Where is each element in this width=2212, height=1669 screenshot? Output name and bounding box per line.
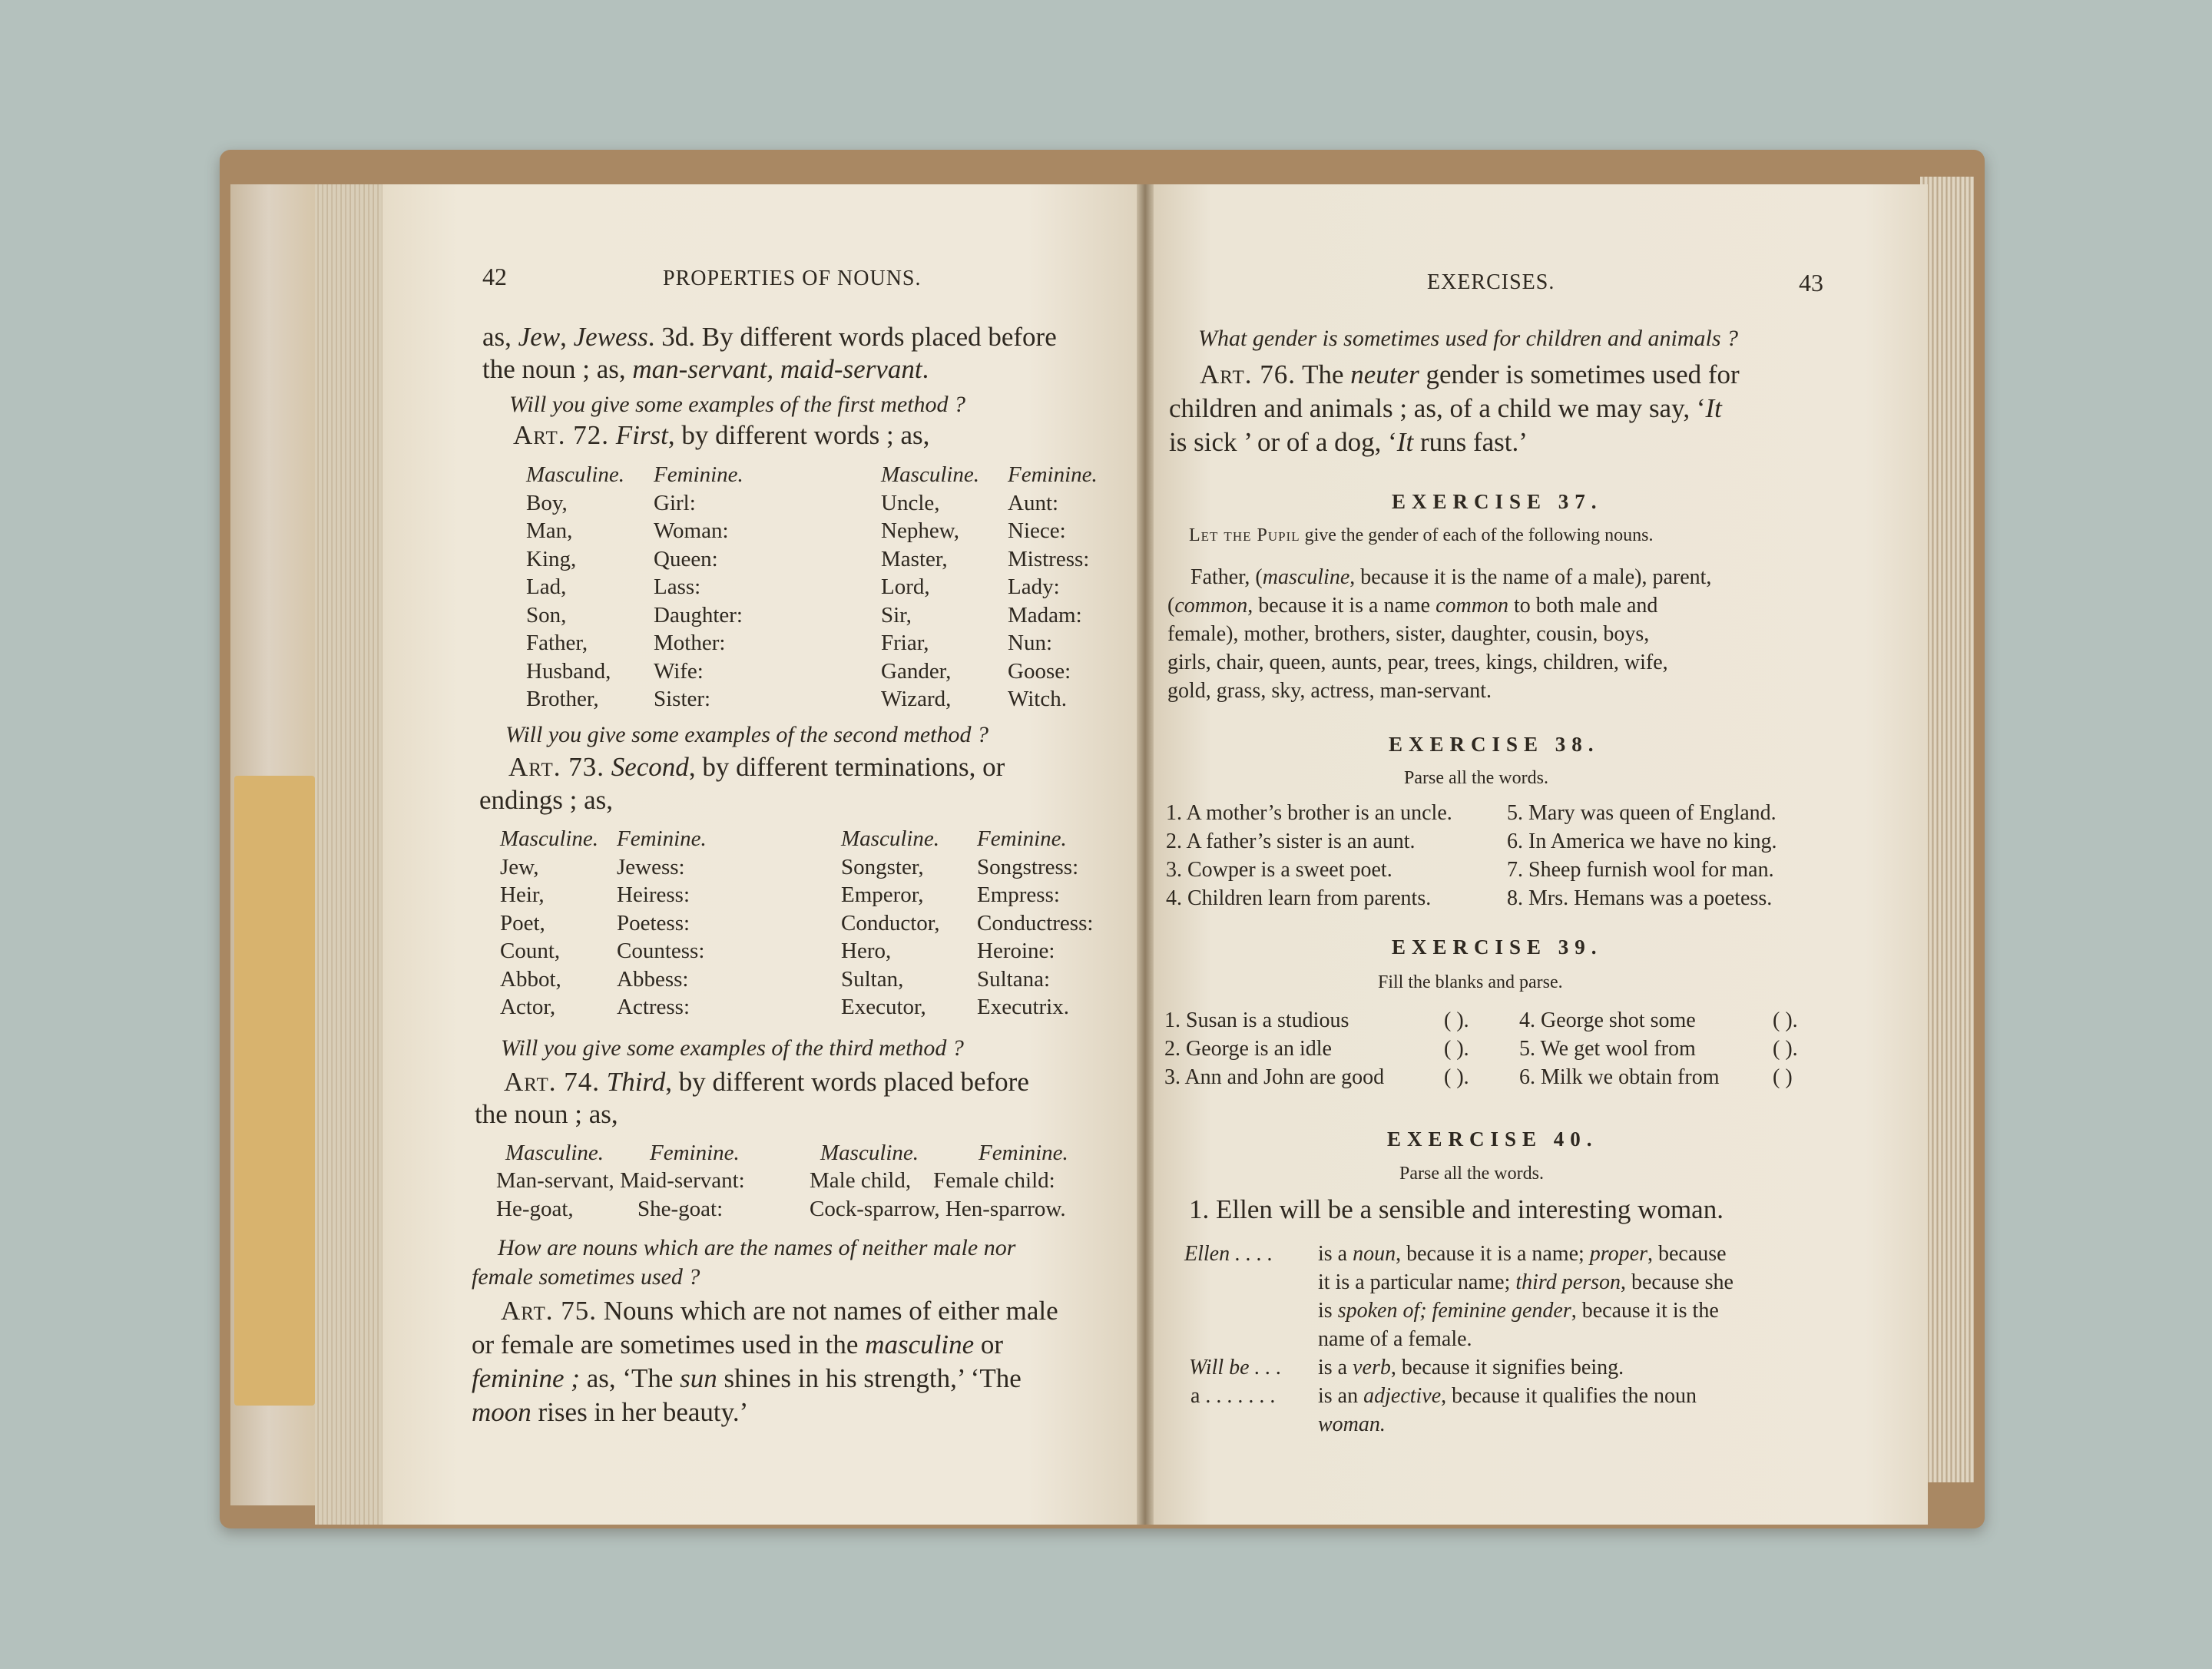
table3-row-1-right: Male child, Female child: (810, 1168, 1055, 1193)
running-head-right: EXERCISES. (1427, 270, 1555, 294)
running-head-left: PROPERTIES OF NOUNS. (663, 267, 922, 290)
right-question-1: What gender is sometimes used for children and animals ? (1198, 326, 1738, 351)
exercise-39-left-blanks: ( ). ( ). ( ). (1444, 1008, 1469, 1089)
table3-col-2: Feminine. (650, 1141, 740, 1165)
table1-left-masc: Masculine. Boy, Man, King, Lad, Son, Father, Husband, Brother, (526, 462, 625, 711)
art-75-line-3: feminine ; as, ‘The sun shines in his strength,’ ‘The (472, 1363, 1022, 1393)
parse-label-a: a . . . . . . . (1190, 1384, 1276, 1408)
table3-col-1: Masculine. (505, 1141, 604, 1165)
art-75-line-4: moon rises in her beauty.’ (472, 1397, 749, 1427)
parse-ellen-line-2: it is a particular name; third person, because she (1318, 1270, 1734, 1294)
table1-right-masc: Masculine. Uncle, Nephew, Master, Lord, Sir, Friar, Gander, Wizard, (881, 462, 980, 711)
question-2: Will you give some examples of the second method ? (505, 722, 989, 747)
exercise-40-title: EXERCISE 40. (1387, 1128, 1598, 1151)
table2-left-fem: Feminine. Jewess: Heiress: Poetess: Countess: Abbess: Actress: (617, 826, 707, 1019)
parse-label-will-be: Will be . . . (1189, 1356, 1282, 1379)
art-76-line-2: children and animals ; as, of a child we may say, ‘It (1169, 393, 1722, 423)
art-76-line-1: Art. 76. The neuter gender is sometimes used for (1200, 359, 1740, 389)
art-75-line-2: or female are sometimes used in the masculine or (472, 1330, 1004, 1359)
exercise-39-sub: Fill the blanks and parse. (1378, 972, 1563, 992)
exercise-38-left: 1. A mother’s brother is an uncle. 2. A father’s sister is an aunt. 3. Cowper is a sweet poet. 4. Children learn from parents. (1166, 801, 1452, 910)
parse-label-ellen: Ellen . . . . (1184, 1242, 1273, 1266)
art-76-line-3: is sick ’ or of a dog, ‘It runs fast.’ (1169, 427, 1528, 457)
art-73-line-2: endings ; as, (479, 785, 614, 815)
exercise-37-title: EXERCISE 37. (1392, 490, 1603, 513)
parse-will-be: is a verb, because it signifies being. (1318, 1356, 1624, 1379)
question-4-line-2: female sometimes used ? (472, 1264, 700, 1290)
intro-line-2: the noun ; as, man-servant, maid-servant. (482, 354, 929, 384)
table3-row-2: He-goat, (496, 1197, 574, 1221)
parse-ellen-line-4: name of a female. (1318, 1327, 1472, 1351)
table3-row-1: Man-servant, Maid-servant: (496, 1168, 745, 1193)
exercise-37-line-2: (common, because it is a name common to both male and (1167, 594, 1658, 618)
exercise-38-right: 5. Mary was queen of England. 6. In America we have no king. 7. Sheep furnish wool for man. 8. Mrs. Hemans was a poetess. (1507, 801, 1777, 910)
table1-left-fem: Feminine. Girl: Woman: Queen: Lass: Daughter: Mother: Wife: Sister: (654, 462, 743, 711)
page-edges-left (315, 184, 388, 1525)
exercise-39-right: 4. George shot some 5. We get wool from 6. Milk we obtain from (1519, 1008, 1720, 1089)
page-number-left: 42 (482, 263, 507, 290)
exercise-40-sub: Parse all the words. (1399, 1164, 1544, 1184)
exercise-37-instruction: Let the Pupil give the gender of each of the following nouns. (1189, 525, 1654, 545)
art-74-line-2: the noun ; as, (475, 1099, 618, 1129)
table1-right-fem: Feminine. Aunt: Niece: Mistress: Lady: Madam: Nun: Goose: Witch. (1008, 462, 1098, 711)
page-edges-right (1920, 177, 1974, 1482)
book-gutter (1137, 184, 1154, 1525)
exercise-37-line-1: Father, (masculine, because it is the name of a male), parent, (1190, 565, 1712, 589)
art-72: Art. 72. First, by different words ; as, (513, 420, 930, 450)
exercise-38-title: EXERCISE 38. (1389, 733, 1600, 756)
parse-ellen-line-1: is a noun, because it is a name; proper, because (1318, 1242, 1727, 1266)
exercise-37-line-4: girls, chair, queen, aunts, pear, trees, kings, children, wife, (1167, 651, 1668, 674)
table2-left-masc: Masculine. Jew, Heir, Poet, Count, Abbot, Actor, (500, 826, 599, 1019)
exercise-37-line-3: female), mother, brothers, sister, daughter, cousin, boys, (1167, 622, 1650, 646)
question-4-line-1: How are nouns which are the names of neither male nor (498, 1235, 1016, 1260)
table3-col-3: Masculine. (820, 1141, 919, 1165)
exercise-37-line-5: gold, grass, sky, actress, man-servant. (1167, 679, 1492, 703)
table2-right-fem: Feminine. Songstress: Empress: Conductress: Heroine: Sultana: Executrix. (977, 826, 1094, 1019)
page-number-right: 43 (1799, 269, 1823, 296)
table2-right-masc: Masculine. Songster, Emperor, Conductor, Hero, Sultan, Executor, (841, 826, 940, 1019)
art-74-line-1: Art. 74. Third, by different words placed before (504, 1067, 1029, 1097)
table3-col-4: Feminine. (979, 1141, 1068, 1165)
exercise-40-sentence: 1. Ellen will be a sensible and interesting woman. (1189, 1194, 1724, 1224)
parse-a-line-1: is an adjective, because it qualifies the noun (1318, 1384, 1697, 1408)
table3-row-2-right: Cock-sparrow, Hen-sparrow. (810, 1197, 1066, 1221)
question-1: Will you give some examples of the first method ? (509, 392, 966, 417)
exercise-38-sub: Parse all the words. (1404, 768, 1548, 788)
parse-a-line-2: woman. (1318, 1412, 1386, 1436)
art-73-line-1: Art. 73. Second, by different terminations, or (508, 752, 1005, 782)
exercise-39-left: 1. Susan is a studious 2. George is an idle 3. Ann and John are good (1164, 1008, 1385, 1089)
exercise-39-right-blanks: ( ). ( ). ( ) (1773, 1008, 1798, 1089)
tape-patch (234, 776, 315, 1406)
parse-ellen-line-3: is spoken of; feminine gender, because it is the (1318, 1299, 1719, 1323)
table3-row-2-fem: She-goat: (637, 1197, 724, 1221)
question-3: Will you give some examples of the third method ? (501, 1035, 964, 1061)
intro-line-1: as, Jew, Jewess. 3d. By different words placed before (482, 322, 1057, 352)
exercise-39-title: EXERCISE 39. (1392, 936, 1603, 959)
art-75-line-1: Art. 75. Nouns which are not names of either male (501, 1296, 1058, 1326)
